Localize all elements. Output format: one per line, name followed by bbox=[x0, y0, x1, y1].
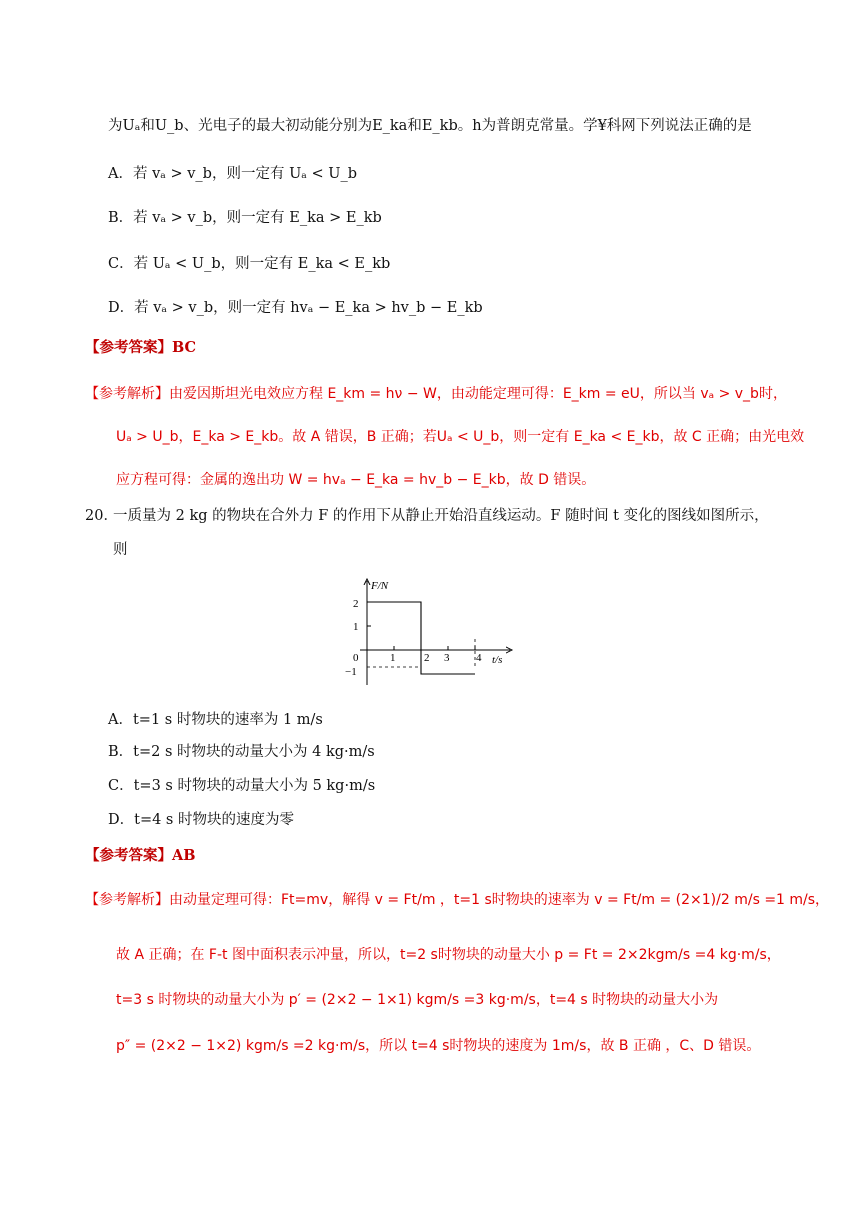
q20-option-d: D．t=4 s 时物块的速度为零 bbox=[108, 812, 294, 828]
q20-analysis-line-1: 【参考解析】由动量定理可得：Ft=mv，解得 v = Ft/m ，t=1 s时物块的速率为 v = Ft/m = (2×1)/2 m/s =1 m/s， bbox=[85, 892, 830, 908]
y-tick-neg1: −1 bbox=[345, 666, 357, 678]
q19-answer: 【参考答案】BC bbox=[85, 339, 197, 356]
q19-analysis-line-3: 应方程可得：金属的逸出功 W = hvₐ − E_ka = hv_b − E_kb，故 D 错误。 bbox=[116, 472, 596, 488]
q19-stem-tail: 为Uₐ和U_b、光电子的最大初动能分别为E_ka和E_kb。h为普朗克常量。学¥科网下列说法正确的是 bbox=[108, 118, 752, 134]
q20-number: 20． bbox=[85, 508, 118, 524]
x-axis-label: t/s bbox=[492, 654, 503, 666]
x-tick-4: 4 bbox=[476, 652, 482, 664]
x-tick-1: 1 bbox=[390, 652, 396, 664]
y-tick-2: 2 bbox=[353, 598, 359, 610]
q20-analysis-line-3: t=3 s 时物块的动量大小为 p′ = (2×2 − 1×1) kgm/s =3 kg·m/s，t=4 s 时物块的动量大小为 bbox=[116, 992, 719, 1008]
x-tick-2: 2 bbox=[424, 652, 430, 664]
q19-analysis-line-1: 【参考解析】由爱因斯坦光电效应方程 E_km = hν − W，由动能定理可得：E_km = eU，所以当 vₐ > v_b时， bbox=[85, 386, 787, 402]
q20-stem-line-1: 一质量为 2 kg 的物块在合外力 F 的作用下从静止开始沿直线运动。F 随时间 t 变化的图线如图所示， bbox=[113, 508, 769, 524]
q19-option-d: D．若 vₐ > v_b，则一定有 hvₐ − E_ka > hv_b − E_kb bbox=[108, 300, 483, 316]
q19-option-c: C．若 Uₐ < U_b，则一定有 E_ka < E_kb bbox=[108, 256, 391, 272]
force-time-graph bbox=[340, 575, 520, 695]
y-tick-1: 1 bbox=[353, 621, 359, 633]
q20-option-c: C．t=3 s 时物块的动量大小为 5 kg·m/s bbox=[108, 778, 376, 794]
force-curve bbox=[367, 602, 475, 674]
q20-answer: 【参考答案】AB bbox=[85, 847, 196, 864]
q20-stem-line-2: 则 bbox=[113, 542, 128, 558]
q19-option-a: A．若 vₐ > v_b，则一定有 Uₐ < U_b bbox=[108, 166, 357, 182]
q20-option-a: A．t=1 s 时物块的速率为 1 m/s bbox=[108, 712, 323, 728]
y-tick-0: 0 bbox=[353, 652, 359, 664]
q20-analysis-line-2: 故 A 正确；在 F-t 图中面积表示冲量，所以，t=2 s时物块的动量大小 p = Ft = 2×2kgm/s =4 kg·m/s， bbox=[116, 947, 781, 963]
q20-option-b: B．t=2 s 时物块的动量大小为 4 kg·m/s bbox=[108, 744, 375, 760]
q19-analysis-line-2: Uₐ > U_b，E_ka > E_kb。故 A 错误，B 正确；若Uₐ < U_b，则一定有 E_ka < E_kb，故 C 正确；由光电效 bbox=[116, 429, 805, 445]
x-tick-3: 3 bbox=[444, 652, 450, 664]
q20-analysis-line-4: p″ = (2×2 − 1×2) kgm/s =2 kg·m/s，所以 t=4 s时物块的速度为 1m/s，故 B 正确 ，C、D 错误。 bbox=[116, 1038, 761, 1054]
q19-option-b: B．若 vₐ > v_b，则一定有 E_ka > E_kb bbox=[108, 210, 382, 226]
y-axis-label: F/N bbox=[371, 580, 389, 592]
